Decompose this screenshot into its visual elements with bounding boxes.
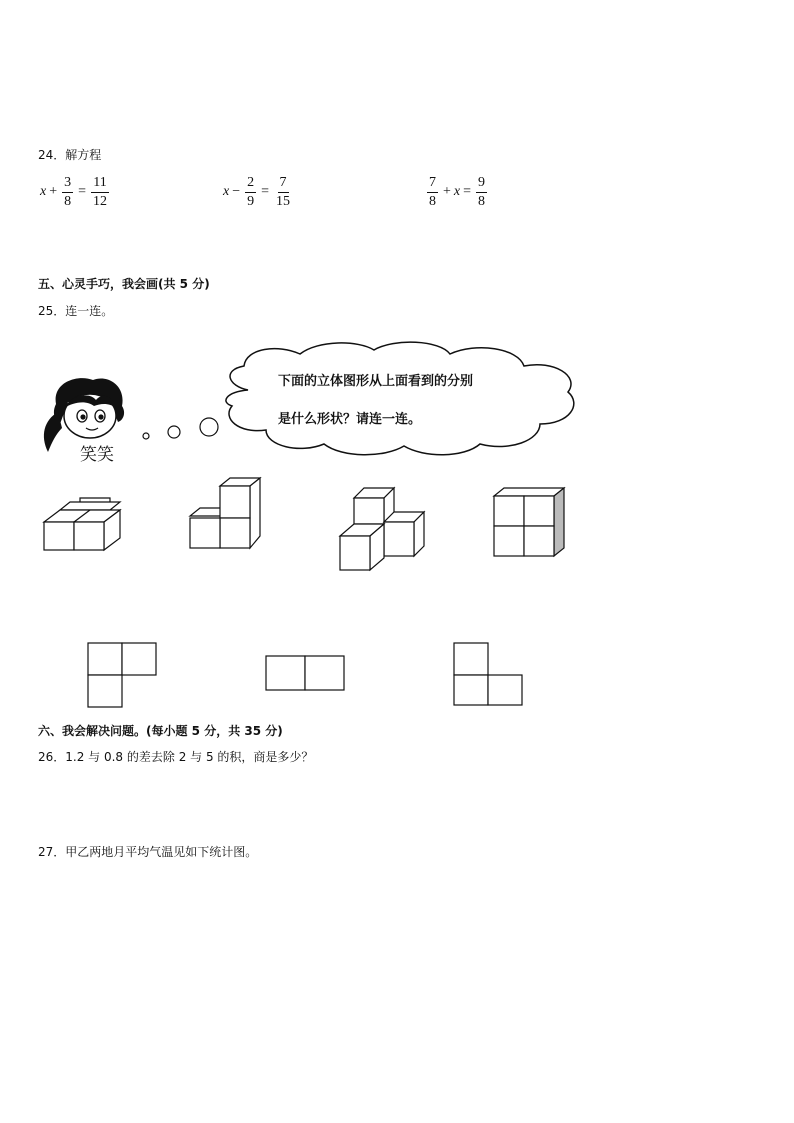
q25-label: 25．连一连。 (38, 304, 114, 318)
eq3-left-fraction (427, 175, 438, 209)
eq1-operator: + (49, 184, 58, 199)
eq2-variable: x (223, 184, 230, 199)
thought-cloud-bubble (218, 340, 583, 458)
eq1-right-denominator: 12 (93, 193, 108, 209)
eq1-right-fraction (91, 175, 109, 209)
eq1-right-numerator: 11 (91, 175, 108, 192)
top-view-option-1[interactable] (86, 641, 158, 707)
eq2-right-numerator: 7 (278, 175, 289, 192)
eq3-variable: x (453, 184, 461, 199)
eq2-left-denominator: 9 (247, 193, 255, 209)
section-6-title: 六、我会解决问题。(每小题 5 分，共 35 分) (38, 724, 283, 738)
eq3-equals: = (463, 184, 472, 199)
eq1-left-denominator: 8 (64, 193, 72, 209)
eq3-left-denominator: 8 (429, 193, 436, 209)
thought-dots (138, 414, 228, 454)
solid-figure-1 (40, 494, 130, 554)
eq3-operator: + (443, 184, 451, 199)
q27-text: 27．甲乙两地月平均气温见如下统计图。 (38, 845, 258, 859)
eq2-equals: = (261, 184, 270, 199)
q26-text: 26．1.2 与 0.8 的差去除 2 与 5 的积，商是多少？ (38, 750, 314, 764)
eq3-left-numerator: 7 (427, 175, 438, 192)
eq2-left-fraction (245, 175, 256, 209)
bubble-text-line-2: 是什么形状？请连一连。 (278, 412, 422, 427)
eq3-right-numerator: 9 (476, 175, 487, 192)
eq2-right-denominator: 15 (276, 193, 291, 209)
eq2-right-fraction (274, 175, 292, 209)
eq3-right-fraction (476, 175, 487, 209)
eq2-operator: − (232, 184, 241, 199)
eq1-variable: x (40, 184, 47, 199)
top-view-option-3[interactable] (452, 641, 524, 707)
eq2-left-numerator: 2 (245, 175, 256, 192)
eq1-equals: = (78, 184, 87, 199)
equation-2 (223, 172, 294, 212)
equation-1 (40, 172, 111, 212)
eq1-left-numerator: 3 (62, 175, 73, 192)
eq1-left-fraction (62, 175, 73, 209)
solid-figure-2 (186, 474, 266, 554)
solid-figure-3 (336, 484, 436, 579)
character-name: 笑笑 (80, 445, 114, 465)
girl-character-illustration (38, 372, 138, 467)
equation-3 (425, 172, 489, 212)
bubble-text-line-1: 下面的立体图形从上面看到的分别 (278, 374, 474, 389)
q24-label: 24．解方程 (38, 148, 102, 162)
solid-figure-4 (490, 486, 570, 558)
eq3-right-denominator: 8 (478, 193, 486, 209)
top-view-option-2[interactable] (264, 654, 346, 692)
section-5-title: 五、心灵手巧，我会画(共 5 分) (38, 277, 210, 291)
